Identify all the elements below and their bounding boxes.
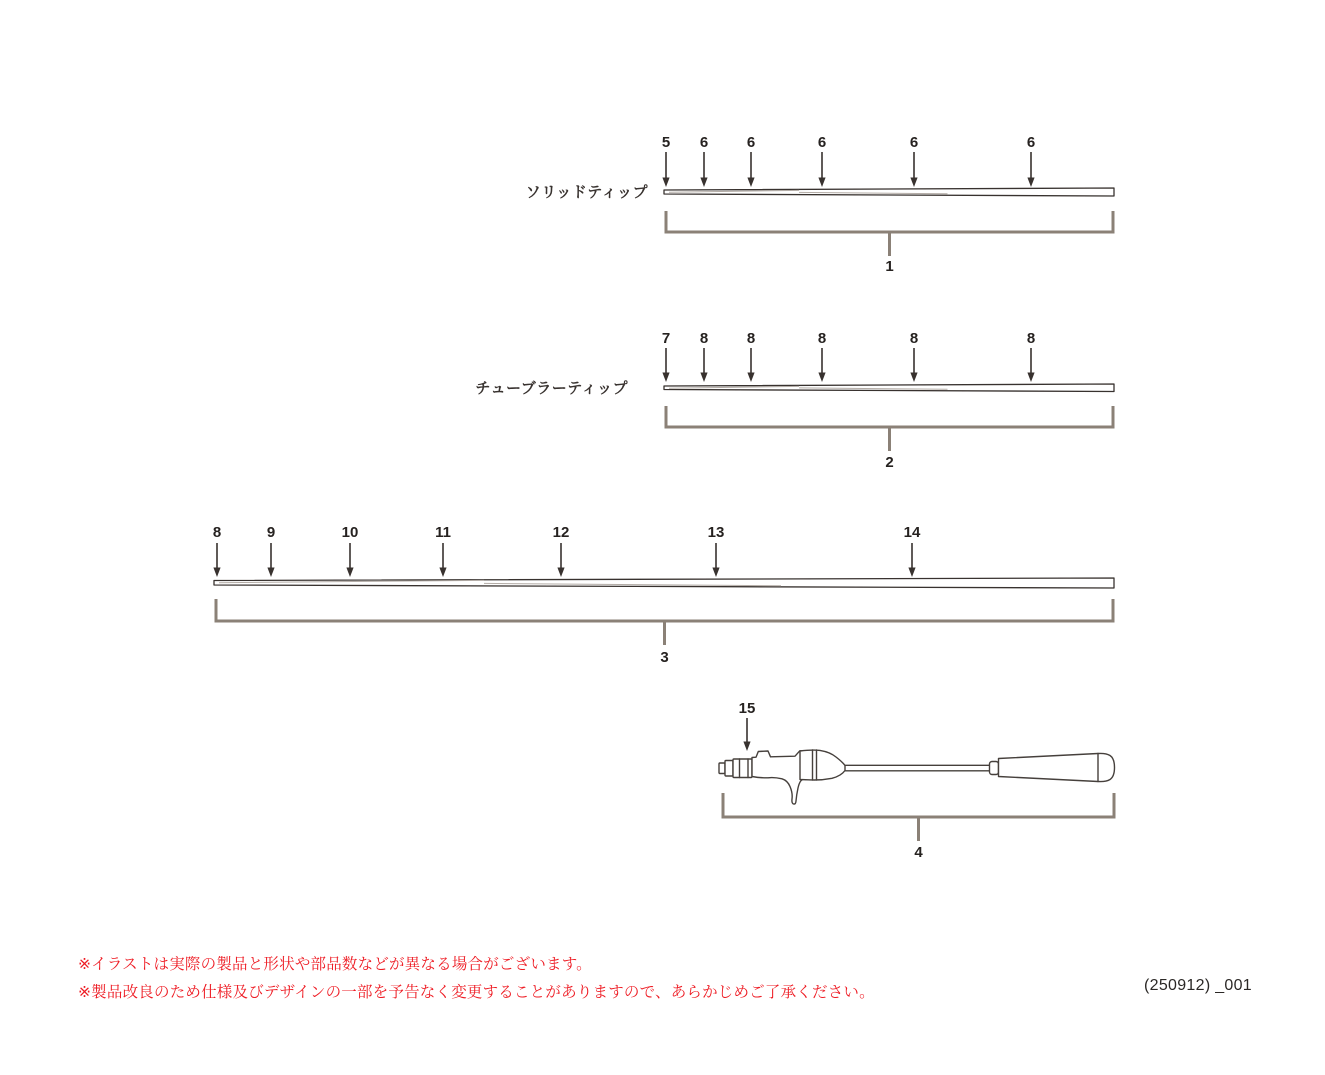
callout-arrowhead <box>818 373 825 383</box>
callout-arrowhead <box>1027 373 1034 383</box>
disclaimer-note-2: ※製品改良のため仕様及びデザインの一部を予告なく変更することがありますので、あらかじめご了承ください。 <box>78 984 875 1001</box>
callout-number: 8 <box>1026 330 1036 347</box>
callout-number: 15 <box>738 700 756 717</box>
bracket-tubular-tip <box>666 406 1113 427</box>
callout-arrowhead <box>662 373 669 383</box>
bracket-part-number-handle-section: 4 <box>914 844 923 861</box>
callout-number: 9 <box>266 524 276 541</box>
callout-number: 8 <box>817 330 827 347</box>
callout-arrowhead <box>743 742 750 752</box>
reel-seat-trigger-grip <box>752 751 806 804</box>
handle-end-cap <box>719 763 725 774</box>
callout-arrowhead <box>747 373 754 383</box>
callout-arrowhead <box>747 178 754 188</box>
section-label-tubular-tip: チューブラーティップ <box>475 380 628 397</box>
callout-number: 10 <box>341 524 359 541</box>
callout-arrowhead <box>346 568 353 578</box>
callout-number: 6 <box>699 134 709 151</box>
foregrip <box>800 750 845 780</box>
rod-blank-butt-section <box>214 578 1114 588</box>
section-label-solid-tip: ソリッドティップ <box>525 184 648 201</box>
callout-number: 8 <box>212 524 222 541</box>
callout-number: 8 <box>746 330 756 347</box>
callout-number: 12 <box>552 524 570 541</box>
callout-number: 6 <box>746 134 756 151</box>
rear-grip-collar <box>990 762 999 775</box>
bracket-butt-section <box>216 599 1113 621</box>
callout-number: 14 <box>903 524 921 541</box>
callout-arrowhead <box>700 373 707 383</box>
callout-number: 5 <box>661 134 671 151</box>
callout-number: 8 <box>909 330 919 347</box>
callout-arrowhead <box>700 178 707 188</box>
callout-number: 11 <box>435 524 451 541</box>
callout-arrowhead <box>213 568 220 578</box>
callout-arrowhead <box>818 178 825 188</box>
bracket-part-number-tubular-tip: 2 <box>885 454 894 471</box>
disclaimer-note-1: ※イラストは実際の製品と形状や部品数などが異なる場合がございます。 <box>78 956 592 973</box>
bracket-solid-tip <box>666 211 1113 232</box>
callout-arrowhead <box>712 568 719 578</box>
callout-arrowhead <box>908 568 915 578</box>
callout-arrowhead <box>1027 178 1034 188</box>
callout-number: 8 <box>699 330 709 347</box>
bracket-part-number-solid-tip: 1 <box>885 258 894 275</box>
callout-arrowhead <box>557 568 564 578</box>
handle-shaft-lines <box>845 765 991 771</box>
callout-number: 7 <box>661 330 671 347</box>
callout-number: 13 <box>707 524 725 541</box>
bracket-handle-section <box>723 793 1114 817</box>
document-code: (250912) _001 <box>1144 977 1252 994</box>
rod-handle-illustration <box>719 750 1115 804</box>
callout-number: 6 <box>817 134 827 151</box>
callout-arrowhead <box>910 373 917 383</box>
callout-number: 6 <box>1026 134 1036 151</box>
callout-arrowhead <box>439 568 446 578</box>
reel-seat-nut <box>733 759 752 778</box>
handle-lock-nut <box>725 761 733 777</box>
callout-number: 6 <box>909 134 919 151</box>
rear-grip <box>999 753 1115 781</box>
rod-blank-solid-tip <box>664 188 1114 196</box>
generated-line-art <box>213 152 1114 841</box>
callout-arrowhead <box>267 568 274 578</box>
callout-arrowhead <box>910 178 917 188</box>
bracket-part-number-butt-section: 3 <box>660 649 669 666</box>
callout-arrowhead <box>662 178 669 188</box>
